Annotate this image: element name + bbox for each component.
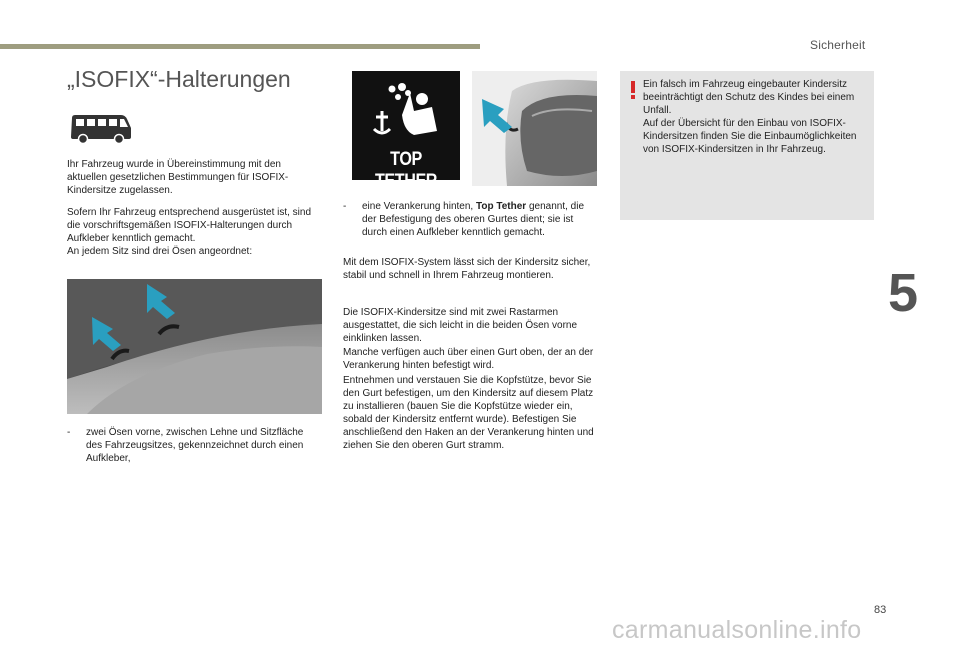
- child-seat-icon: [352, 71, 460, 151]
- page-number: 83: [874, 604, 887, 616]
- bullet-front-rings: zwei Ösen vorne, zwischen Lehne und Sitzfläche des Fahrzeugsitzes, gekennzeichnet durch einen Aufkleber,: [86, 427, 304, 464]
- warning-icon: [628, 81, 638, 99]
- latches-paragraph: Die ISOFIX-Kindersitze sind mit zwei Rastarmen ausgestattet, die sich leicht in die beiden Ösen vorne einklinken lassen.: [343, 307, 578, 344]
- van-icon: [69, 112, 133, 144]
- warning-text-overview: Auf der Übersicht für den Einbau von ISOFIX-Kindersitzen finden Sie die Einbaumöglichkeiten von ISOFIX-Kindersitzen in Ihr Fahrzeug.: [643, 118, 857, 155]
- top-tether-label: TOP TETHER: [374, 149, 438, 192]
- page-heading: „ISOFIX“-Halterungen: [67, 66, 291, 92]
- warning-box: [620, 71, 874, 220]
- header-accent-bar: [0, 44, 480, 49]
- list-item: - zwei Ösen vorne, zwischen Lehne und Sitzfläche des Fahrzeugsitzes, gekennzeichnet durch einen Aufkleber,: [67, 426, 322, 465]
- chapter-number: 5: [888, 263, 919, 323]
- list-item: - eine Verankerung hinten, Top Tether genannt, die der Befestigung des oberen Gurtes dient; sie ist durch einen Aufkleber kenntlich gemacht.: [343, 200, 598, 239]
- rings-paragraph: An jedem Sitz sind drei Ösen angeordnet:: [67, 246, 253, 257]
- intro-paragraph: Ihr Fahrzeug wurde in Übereinstimmung mit den aktuellen gesetzlichen Bestimmungen für ISOFIX-Kindersitze zugelassen.: [67, 159, 289, 196]
- headrest-paragraph: Entnehmen und verstauen Sie die Kopfstütze, bevor Sie den Gurt befestigen, um den Kindersitz auf diesem Platz zu installieren (bauen Sie die Kopfstütze wieder ein, sobald der Kindersitz entfernt wurde). Befestigen Sie anschließend den Haken an der Verankerung hinten und ziehen Sie den oberen Gurt stramm.: [343, 375, 594, 451]
- equipment-paragraph: Sofern Ihr Fahrzeug entsprechend ausgerüstet ist, sind die vorschriftsgemäßen ISOFIX-Halterungen durch Aufkleber kenntlich gemacht.: [67, 207, 312, 244]
- tether-anchor-photo: [472, 71, 597, 186]
- watermark: carmanualsonline.info: [612, 616, 862, 644]
- warning-text: Ein falsch im Fahrzeug eingebauter Kindersitz beeinträchtigt den Schutz des Kindes bei einem Unfall.: [643, 79, 855, 116]
- bullet-top-tether: eine Verankerung hinten, Top Tether genannt, die der Befestigung des oberen Gurtes dient; sie ist durch einen Aufkleber kenntlich gemacht.: [362, 201, 584, 238]
- top-tether-label-image: [352, 71, 460, 192]
- strap-paragraph: Manche verfügen auch über einen Gurt oben, der an der Verankerung hinten befestigt wird.: [343, 347, 594, 371]
- system-paragraph: Mit dem ISOFIX-System lässt sich der Kindersitz sicher, stabil und schnell in Ihrem Fahrzeug montieren.: [343, 257, 591, 281]
- section-title: Sicherheit: [810, 38, 866, 52]
- seat-anchor-photo: [67, 279, 322, 414]
